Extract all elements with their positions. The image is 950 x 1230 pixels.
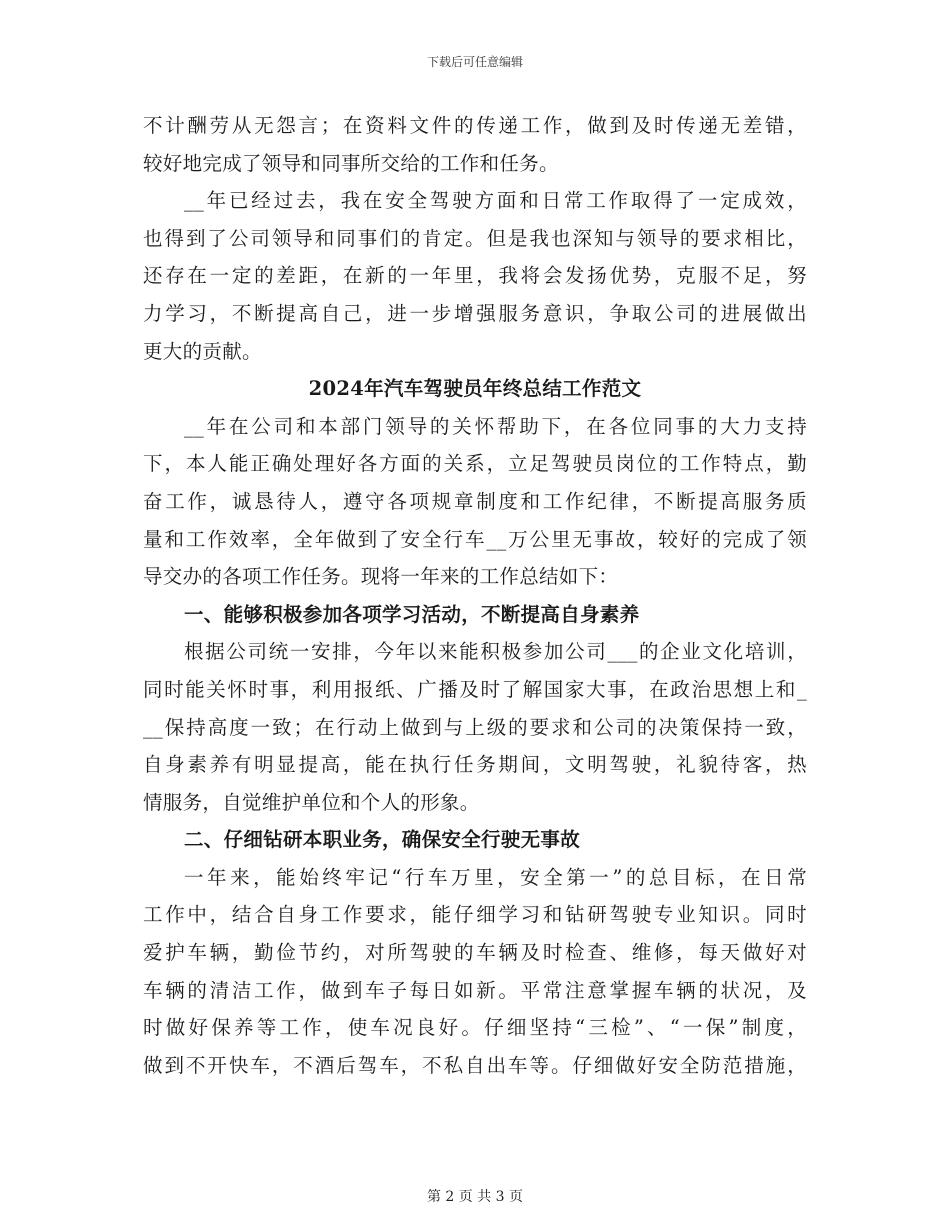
body-line: 奋工作，诚恳待人，遵守各项规章制度和工作纪律，不断提高服务质: [143, 489, 807, 513]
paragraph-first-line: 一年来，能始终牢记“行车万里，安全第一”的总目标，在日常: [184, 865, 807, 889]
body-line: 下，本人能正确处理好各方面的关系，立足驾驶员岗位的工作特点，勤: [143, 452, 807, 476]
body-line: 车辆的清洁工作，做到车子每日如新。平常注意掌握车辆的状况，及: [143, 978, 807, 1002]
body-line: 导交办的各项工作任务。现将一年来的工作总结如下：: [143, 565, 619, 589]
body-line: 力学习，不断提高自己，进一步增强服务意识，争取公司的进展做出: [143, 301, 807, 325]
body-line: 还存在一定的差距，在新的一年里，我将会发扬优势，克服不足，努: [143, 264, 807, 288]
body-line: 做到不开快车，不酒后驾车，不私自出车等。仔细做好安全防范措施，: [143, 1053, 807, 1077]
subheading-1: 一、能够积极参加各项学习活动，不断提高自身素养: [184, 602, 640, 626]
paragraph-first-line: __年已经过去，我在安全驾驶方面和日常工作取得了一定成效，: [184, 189, 807, 213]
body-line: 时做好保养等工作，使车况良好。仔细坚持“三检”、“一保”制度，: [143, 1016, 807, 1040]
subheading-2: 二、仔细钻研本职业务，确保安全行驶无事故: [184, 828, 581, 852]
body-line: 自身素养有明显提高，能在执行任务期间，文明驾驶，礼貌待客，热: [143, 753, 807, 777]
body-line: 不计酬劳从无怨言；在资料文件的传递工作，做到及时传递无差错，: [143, 114, 807, 137]
body-line: 量和工作效率，全年做到了安全行车__万公里无事故，较好的完成了领: [143, 527, 807, 551]
paragraph-first-line: 根据公司统一安排，今年以来能积极参加公司___的企业文化培训，: [184, 640, 807, 664]
page-header: 下载后可任意编辑: [426, 55, 523, 69]
page-footer: 第 2 页 共 3 页: [426, 1189, 524, 1205]
document-body: [143, 107, 807, 1084]
body-line: 更大的贡献。: [143, 339, 262, 363]
body-line: 同时能关怀时事，利用报纸、广播及时了解国家大事，在政治思想上和_: [143, 677, 807, 701]
body-line: 较好地完成了领导和同事所交给的工作和任务。: [143, 151, 559, 175]
body-line: 工作中，结合自身工作要求，能仔细学习和钻研驾驶专业知识。同时: [143, 903, 807, 927]
paragraph-first-line: __年在公司和本部门领导的关怀帮助下，在各位同事的大力支持: [184, 414, 807, 438]
section-title: 2024年汽车驾驶员年终总结工作范文: [308, 377, 642, 401]
body-line: 情服务，自觉维护单位和个人的形象。: [143, 790, 480, 814]
body-line: __保持高度一致；在行动上做到与上级的要求和公司的决策保持一致，: [143, 715, 807, 739]
body-line: 也得到了公司领导和同事们的肯定。但是我也深知与领导的要求相比，: [143, 226, 807, 250]
body-line: 爱护车辆，勤俭节约，对所驾驶的车辆及时检查、维修，每天做好对: [143, 941, 807, 965]
